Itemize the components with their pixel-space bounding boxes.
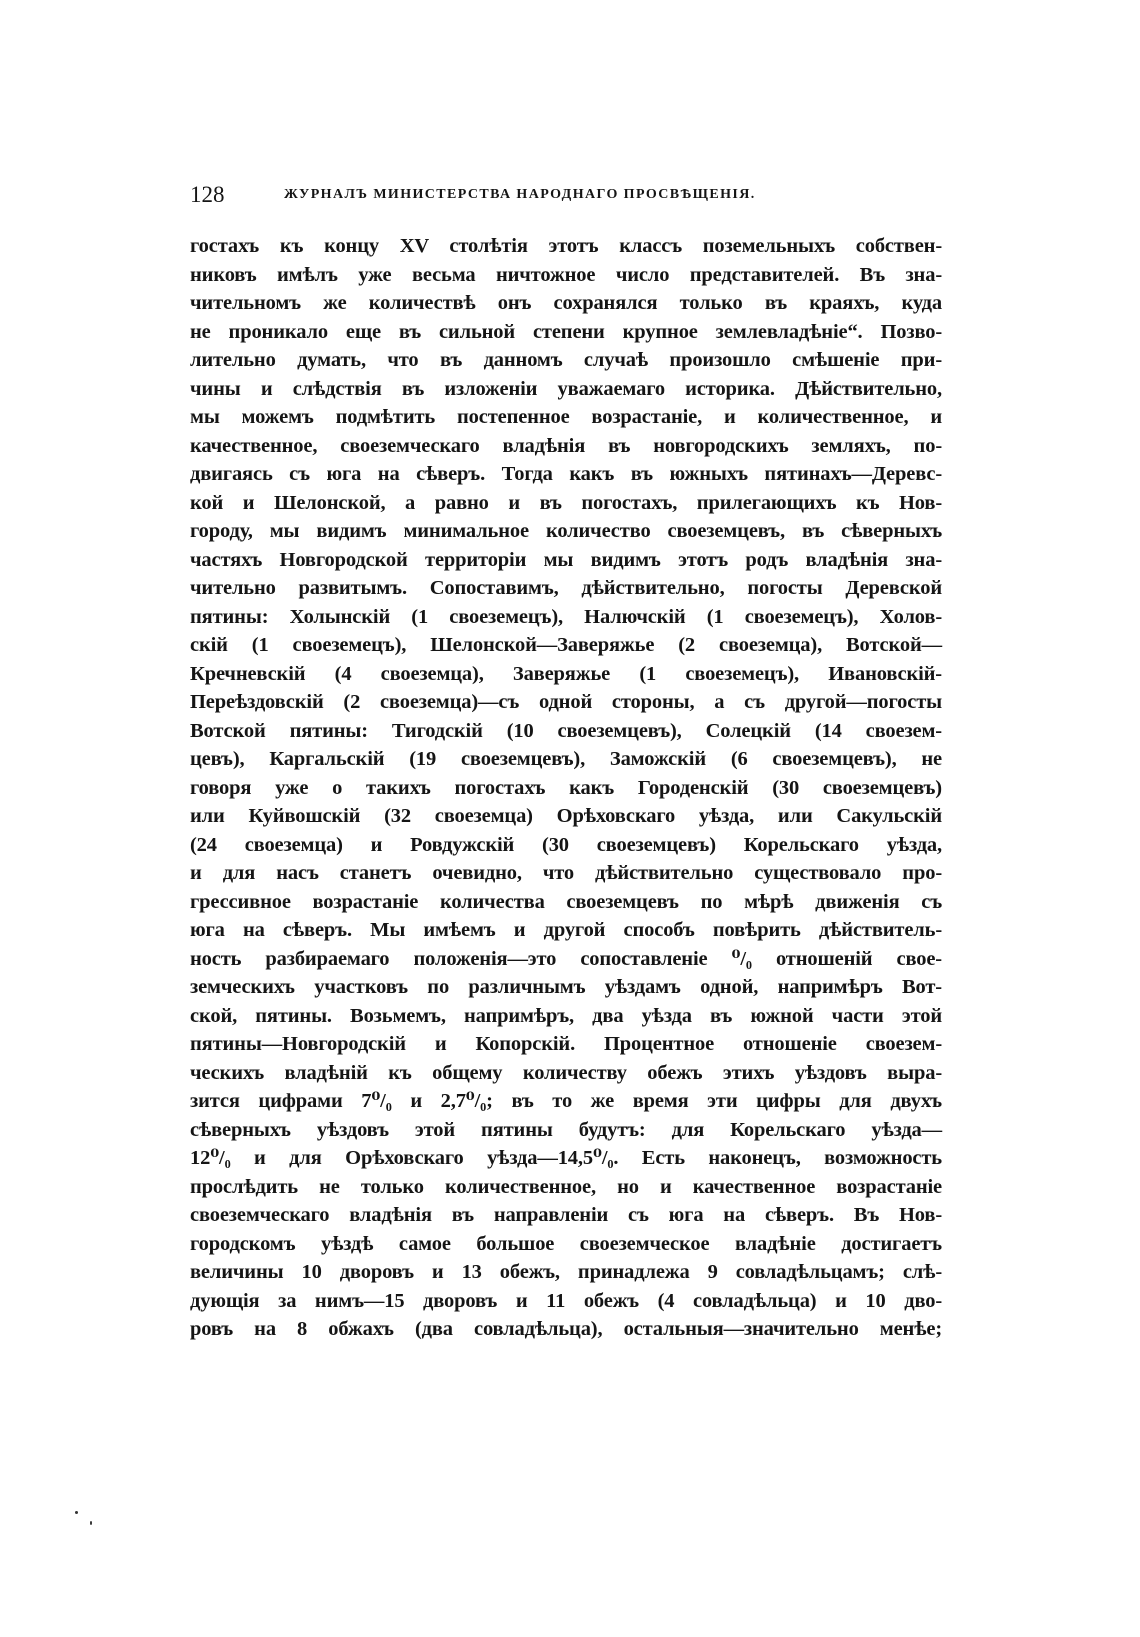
text-line: сѣверныхъ уѣздовъ этой пятины будутъ: для Корельскаго уѣзда— [190,1118,942,1141]
text-line: городу, мы видимъ минимальное количество своеземцевъ, въ сѣверныхъ [190,520,942,542]
text-line: чины и слѣдствія въ изложеніи уважаемаго историка. Дѣйствительно, [190,377,942,400]
text-line: ческихъ владѣній къ общему количеству обежъ этихъ уѣздовъ выра- [190,1061,942,1084]
text-line: скій (1 своеземецъ), Шелонской—Заверяжье (2 своеземца), Вотской— [190,634,942,656]
text-line: зится цифрами 7⁰/₀ и 2,7⁰/₀; въ то же время эти цифры для двухъ [190,1090,942,1112]
text-line: никовъ имѣлъ уже весьма ничтожное число представителей. Въ зна- [190,263,942,286]
running-title: ЖУРНАЛЪ МИНИСТЕРСТВА НАРОДНАГО ПРОСВѢЩЕНІЯ. [284,187,756,202]
text-line: величины 10 дворовъ и 13 обежъ, принадлежа 9 совладѣльцамъ; слѣ- [190,1261,942,1283]
text-line: пятины—Новгородскій и Копорскій. Процентное отношеніе своезем- [190,1033,942,1055]
text-line: земческихъ участковъ по различнымъ уѣздамъ одной, напримѣръ Вот- [190,976,942,998]
text-line: чительно развитымъ. Сопоставимъ, дѣйствительно, погосты Деревской [190,577,942,599]
text-line: и для насъ станетъ очевидно, что дѣйствительно существовало про- [190,862,942,884]
text-line: ровъ на 8 обжахъ (два совладѣльца), остальныя—значительно менѣе; [190,1318,942,1340]
text-line: своеземческаго владѣнія въ направленіи съ юга на сѣверъ. Въ Нов- [190,1204,942,1226]
text-line: Вотской пятины: Тигодскій (10 своеземцевъ), Солецкій (14 своезем- [190,719,942,742]
text-line: гостахъ къ концу XV столѣтія этотъ классъ поземельныхъ собствен- [190,235,942,257]
text-line: чительномъ же количествѣ онъ сохранялся только въ краяхъ, куда [190,292,942,314]
text-line: Кречневскій (4 своеземца), Заверяжье (1 своеземецъ), Ивановскій- [190,662,942,685]
page-header [190,178,942,212]
text-line: (24 своеземца) и Ровдужскій (30 своеземцевъ) Корельскаго уѣзда, [190,833,942,856]
text-line: частяхъ Новгородской территоріи мы видимъ этотъ родъ владѣнія зна- [190,548,942,571]
body-text [190,232,942,1344]
text-line: юга на сѣверъ. Мы имѣемъ и другой способъ повѣрить дѣйствитель- [190,919,942,941]
text-line: пятины: Холынскій (1 своеземецъ), Налючскій (1 своеземецъ), Холов- [190,605,942,628]
text-line: 12⁰/₀ и для Орѣховскаго уѣзда—14,5⁰/₀. Есть наконецъ, возможность [190,1147,942,1169]
text-line: лительно думать, что въ данномъ случаѣ произошло смѣшеніе при- [190,349,942,371]
text-line: прослѣдить не только количественное, но и качественное возрастаніе [190,1175,942,1198]
text-line: грессивное возрастаніе количества своеземцевъ по мѣрѣ движенія съ [190,890,942,913]
text-line: Переѣздовскій (2 своеземца)—съ одной стороны, а съ другой—погосты [190,691,942,713]
text-line: ской, пятины. Возьмемъ, напримѣръ, два уѣзда въ южной части этой [190,1004,942,1027]
text-line: или Куйвошскій (32 своеземца) Орѣховскаго уѣзда, или Сакульскій [190,805,942,827]
text-line: кой и Шелонской, а равно и въ погостахъ, прилегающихъ къ Нов- [190,491,942,514]
text-line: не проникало еще въ сильной степени крупное землевладѣніе“. Позво- [190,320,942,343]
text-line: говоря уже о такихъ погостахъ какъ Городенскій (30 своеземцевъ) [190,776,942,799]
text-line: цевъ), Каргальскій (19 своеземцевъ), Заможскій (6 своеземцевъ), не [190,748,942,770]
scan-speck [75,1511,78,1514]
text-line: мы можемъ подмѣтить постепенное возрастаніе, и количественное, и [190,406,942,428]
text-line: двигаясь съ юга на сѣверъ. Тогда какъ въ южныхъ пятинахъ—Деревс- [190,463,942,485]
text-line: ность разбираемаго положенія—это сопоставленіе ⁰/₀ отношеній свое- [190,947,942,970]
scan-speck [90,1521,92,1525]
text-line: городскомъ уѣздѣ самое большое своеземческое владѣніе достигаетъ [190,1232,942,1255]
text-line: дующія за нимъ—15 дворовъ и 11 обежъ (4 совладѣльца) и 10 дво- [190,1289,942,1312]
text-line: качественное, своеземческаго владѣнія въ новгородскихъ земляхъ, по- [190,434,942,457]
page-number: 128 [190,182,225,207]
